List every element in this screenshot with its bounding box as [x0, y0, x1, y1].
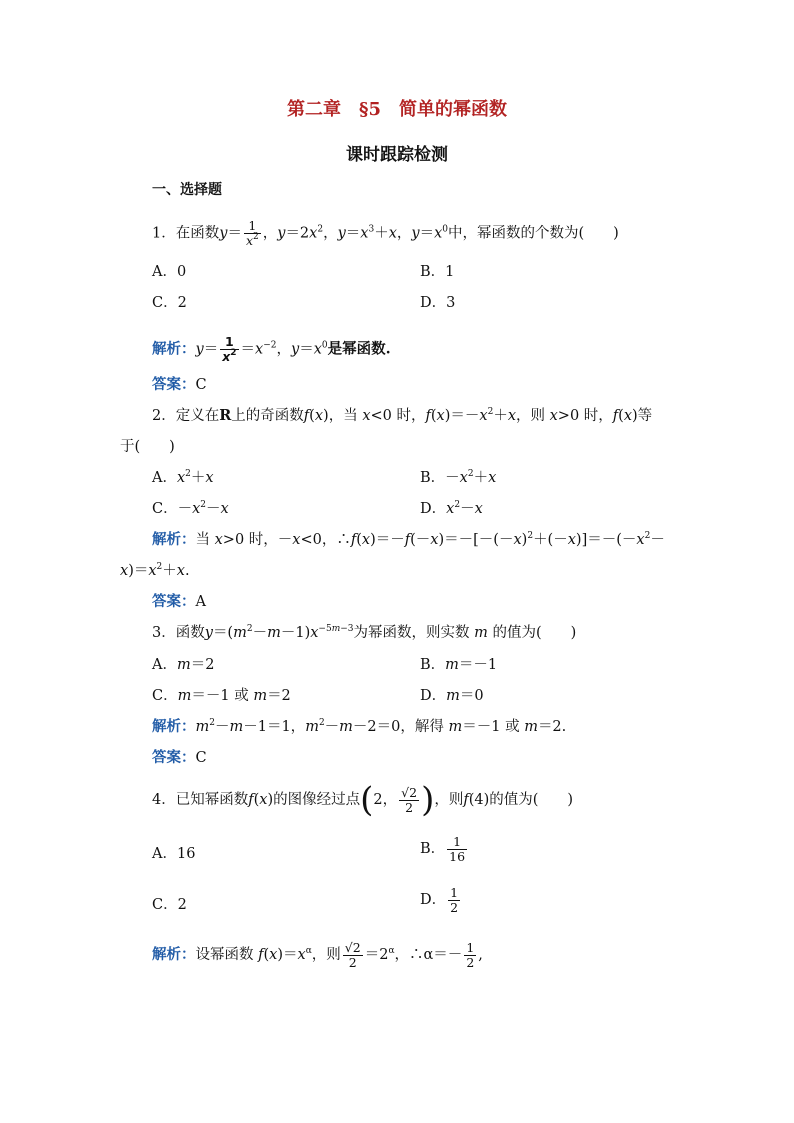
q4-option-d-fraction: $\frac{1}{2}$ [450, 884, 459, 915]
q4-option-a: A．16 [152, 846, 196, 862]
q4-analysis-fraction-2: $\frac{1}{2}$ [466, 939, 475, 970]
q2-stem-line1: 2．定义在R上的奇函数f(x)，当 x<0 时，$f(x)=-x^2+x$，则 x>0 时，f(x)等 [152, 407, 653, 424]
q3-answer: 答案：C [152, 749, 207, 766]
q2-answer-value: A [195, 594, 206, 610]
q1-answer [152, 376, 207, 394]
q4-stem: 4．已知幂函数f(x)的图像经过点(2， $\frac{√2}{2}$ )，则f(4)的值为( ) [152, 780, 574, 820]
q1-analysis: 解析：y＝ $\frac{1}{x^2}$ $=x^{-2}$，$y=x^0$是幂函数. [152, 334, 391, 364]
q2-option-c: C．$-x^2-x$ [152, 500, 229, 517]
q1-analysis-fraction: $\frac{1}{x^2}$ [222, 334, 237, 364]
q4-analysis: 解析：设幂函数 $f(x)=x^\alpha$，则 $\frac{√2}{2}$ $=2^\alpha$，∴α＝－ $\frac{1}{2}$ , [152, 939, 483, 970]
q2-option-b: B．$-x^2+x$ [420, 469, 497, 486]
page-subtitle: 课时跟踪检测 [346, 145, 448, 165]
q1-option-b: B．1 [420, 264, 455, 280]
q2-stem-line2: 于( ) [120, 439, 175, 455]
q4-option-b: B． $\frac{1}{16}$ [420, 833, 466, 864]
q1-answer-value: C [195, 377, 207, 393]
q1-option-c: C．2 [152, 295, 187, 311]
q3-option-d: D．m＝0 [420, 688, 484, 704]
q1-fraction: $\frac{1}{x^2}$ [245, 218, 259, 248]
q1-option-a: A．0 [152, 264, 187, 280]
q2-option-d: D．$x^2-x$ [420, 500, 483, 517]
q4-option-d: D． $\frac{1}{2}$ [420, 884, 459, 915]
q1-stem-suffix: ，幂函数的个数为( ) [462, 225, 619, 242]
q2-option-a: A．$x^2+x$ [152, 469, 214, 486]
q3-option-c: C．m＝－1 或 m＝2 [152, 688, 291, 704]
q1-option-d: D．3 [420, 295, 456, 311]
chapter-title: 第二章 §5 简单的幂函数 [287, 99, 507, 120]
q4-option-b-fraction: $\frac{1}{16}$ [449, 833, 466, 864]
q2-answer: 答案：A [152, 593, 206, 610]
q4-point-fraction: $\frac{√2}{2}$ [401, 784, 418, 815]
q3-answer-value: C [195, 750, 207, 766]
section-heading: 一、选择题 [152, 182, 222, 198]
q3-stem: 3．函数$y=(m^2-m-1)x^{-5m-3}$为幂函数，则实数 m 的值为( ) [152, 624, 577, 641]
q1-analysis-tail: 是幂函数. [327, 340, 391, 358]
q3-analysis: 解析：$m^2-m-1=1$，$m^2-m-2=0$，解得 m＝－1 或 m＝2. [152, 718, 567, 735]
q2-analysis-line1: 解析：当 x>0 时，－x<0，$\therefore f(x)=-f(-x)=-[-(-x)^2+(-x)]=-(-x^2-$ [152, 531, 665, 548]
q1-stem-prefix: 1．在函数 [152, 225, 220, 242]
answer-label: 答案： [152, 376, 196, 393]
q4-option-c: C．2 [152, 897, 187, 913]
q4-analysis-fraction-1: $\frac{√2}{2}$ [344, 939, 361, 970]
q3-option-a: A．m＝2 [152, 657, 215, 673]
q2-analysis-line2: $x)=x^2+x$. [120, 562, 190, 579]
analysis-label: 解析： [152, 340, 196, 358]
q3-option-b: B．m＝－1 [420, 657, 498, 673]
q1-stem: 1．在函数y＝ $\frac{1}{x^2}$ ，$y=2x^2$，$y=x^3+x$，$y=x^0$中，幂函数的个数为( ) [152, 218, 619, 248]
